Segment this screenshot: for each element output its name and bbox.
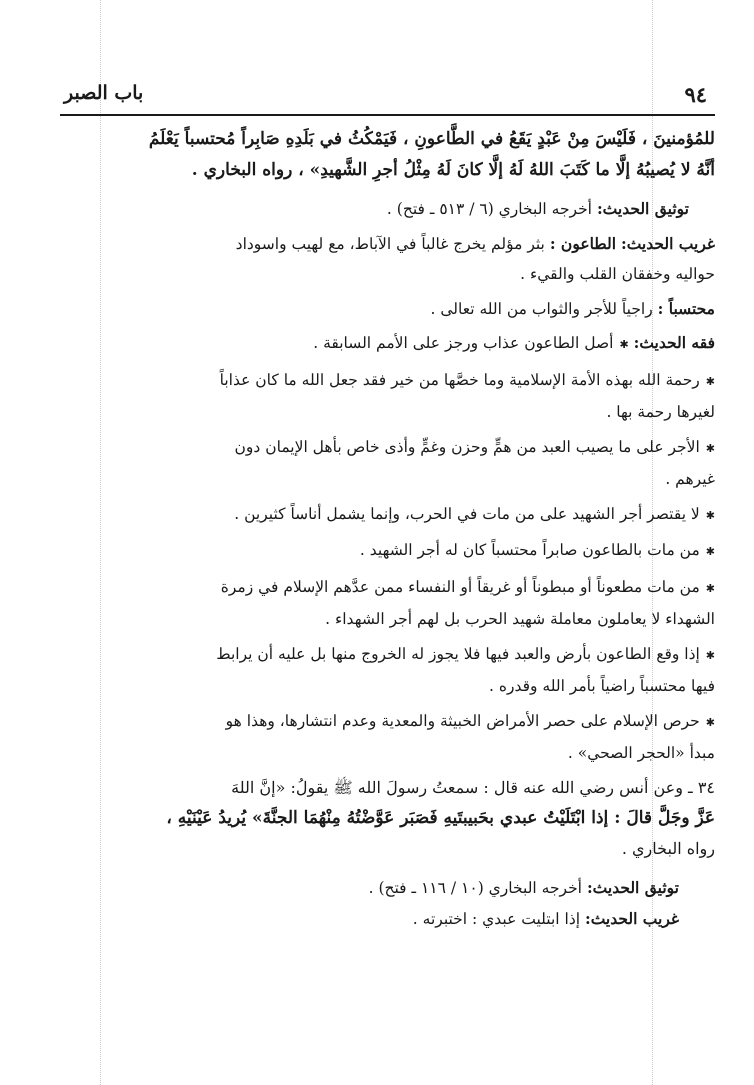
hadith-line: أنَّهُ لا يُصيبُهُ إلَّا ما كَتَبَ اللهُ لَهُ إلَّا كانَ لَهُ مِثْلُ أجرِ الشَّهيدِ» ، رواه البخاري . [191, 159, 715, 180]
hadith-33-continuation [60, 124, 715, 185]
ghareeb-text: إذا ابتليت عبدي : اختبرته . [412, 909, 581, 928]
fiqh-point-continued: مبدأ «الحجر الصحي» . [567, 744, 715, 762]
muhtasib-definition [60, 294, 715, 325]
ghareeb-label: غريب الحديث: [620, 233, 715, 253]
muhtasib-text: راجياً للأجر والثواب من الله تعالى . [430, 299, 653, 318]
fiqh-point: ✱ إذا وقع الطاعون بأرض والعبد فيها فلا يجوز له الخروج منها بل عليه أن يرابط [60, 639, 715, 672]
fiqh-point: ✱ من مات بالطاعون صابراً محتسباً كان له أجر الشهيد . [60, 535, 715, 568]
fiqh-label: فقه الحديث: [633, 333, 715, 352]
chapter-title: باب الصبر [64, 82, 144, 104]
fiqh-point-continued: الشهداء لا يعاملون معاملة شهيد الحرب بل لهم أجر الشهداء . [325, 610, 715, 628]
tawtheeq-label: توثيق الحديث: [586, 878, 679, 897]
hadith-line: للمُؤمنينَ ، فَلَيْسَ مِنْ عَبْدٍ يَقَعُ في الطَّاعونِ ، فَيَمْكُثُ في بَلَدِهِ صَابِراً مُحتسباً يَعْلَمُ [148, 129, 715, 149]
page-header [60, 82, 715, 116]
fiqh-point: ✱ أصل الطاعون عذاب ورجز على الأمم السابقة . [313, 334, 628, 352]
ghareeb-section [60, 904, 715, 935]
fiqh-point-continued: غيرهم . [665, 470, 715, 488]
ghareeb-term: الطاعون : [549, 233, 617, 253]
tawtheeq-text: أخرجه البخاري (٦ / ٥١٣ ـ فتح) . [386, 200, 592, 218]
ghareeb-section [60, 229, 715, 260]
fiqh-section [60, 328, 715, 361]
hadith-line: ٣٤ ـ وعن أنس رضي الله عنه قال : سمعتُ رسولَ الله ﷺ يقولُ: «إنَّ اللهَ [231, 777, 715, 797]
fiqh-point: ✱ الأجر على ما يصيب العبد من همٍّ وحزن وغمٍّ وأذى خاص بأهل الإيمان دون [60, 432, 715, 465]
fiqh-point-continued: لغيرها رحمة بها . [606, 403, 715, 421]
fiqh-point: ✱ رحمة الله بهذه الأمة الإسلامية وما خصَّها من خير فقد جعل الله ما كان عذاباً [60, 365, 715, 398]
page-body [60, 124, 715, 934]
hadith-line: رواه البخاري . [621, 838, 715, 858]
tawtheeq-section [60, 194, 715, 225]
fiqh-point: ✱ لا يقتصر أجر الشهيد على من مات في الحرب، وإنما يشمل أناساً كثيرين . [60, 499, 715, 532]
ghareeb-text: بثر مؤلم يخرج غالباً في الآباط، مع لهيب واسوداد [235, 234, 545, 253]
ghareeb-text-continued: حواليه وخفقان القلب والقيء . [520, 265, 715, 283]
muhtasib-term: محتسباً : [657, 298, 715, 318]
fiqh-point-continued: فيها محتسباً راضياً بأمر الله وقدره . [488, 677, 715, 695]
hadith-line: عَزَّ وجَلَّ قالَ : إذا ابْتَلَيْتُ عبدي بحَبيبتَيهِ فَصَبَر عَوَّضْتُهُ مِنْهُمَا الجنَّةَ» يُريدُ عَيْنَيْهِ ، [166, 808, 715, 828]
fiqh-point: ✱ حرص الإسلام على حصر الأمراض الخبيثة والمعدية وعدم انتشارها، وهذا هو [60, 706, 715, 739]
page-number: ٩٤ [684, 82, 707, 107]
tawtheeq-label: توثيق الحديث: [596, 199, 689, 218]
tawtheeq-section [60, 873, 715, 904]
hadith-34 [60, 773, 715, 865]
tawtheeq-text: أخرجه البخاري (١٠ / ١١٦ ـ فتح) . [368, 879, 582, 897]
ghareeb-label: غريب الحديث: [584, 908, 679, 928]
fiqh-point: ✱ من مات مطعوناً أو مبطوناً أو غريقاً أو النفساء ممن عدَّهم الإسلام في زمرة [60, 572, 715, 605]
